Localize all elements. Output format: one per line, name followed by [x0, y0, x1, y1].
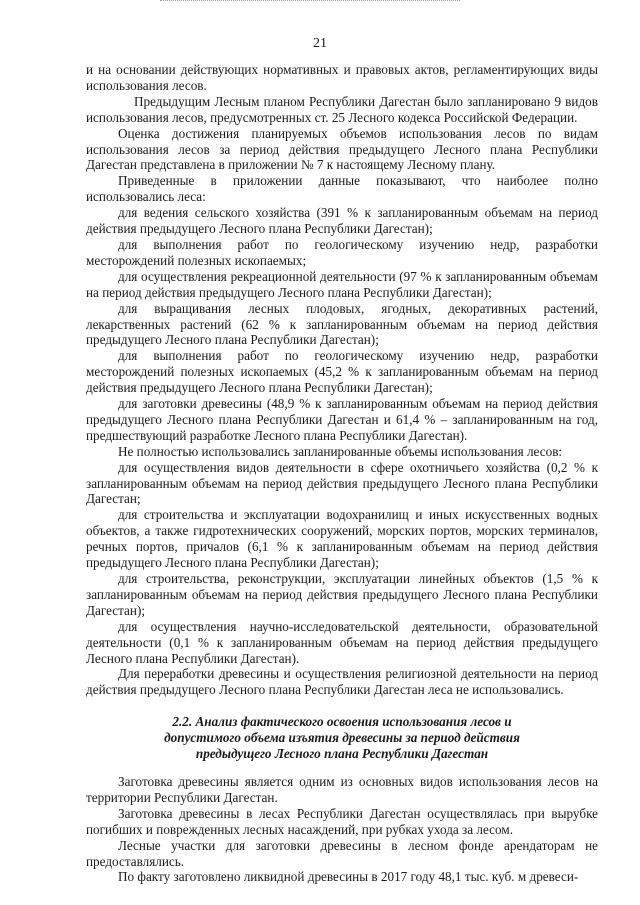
paragraph: Для переработки древесины и осуществления религиозной деятельности на период действия предыдущего Лесного плана Республики Дагестан леса не использовались.	[86, 666, 598, 698]
list-item: для осуществления рекреационной деятельности (97 % к запланированным объемам на период действия предыдущего Лесного плана Республики Дагестан);	[86, 268, 598, 300]
list-item: для строительства и эксплуатации водохранилищ и иных искусственных водных объектов, а также гидротехнических сооружений, морских портов, морских терминалов, речных портов, причалов (6,1 % к запланированным объемам на период действия предыдущего Лесного плана Республики Дагестан);	[86, 507, 598, 571]
paragraph: и на основании действующих нормативных и правовых актов, регламентирующих виды использования лесов.	[86, 62, 598, 93]
list-item: для выполнения работ по геологическому изучению недр, разработки месторождений полезных ископаемых (45,2 % к запланированным объемам на период действия предыдущего Лесного плана Республики Дагестан);	[86, 348, 598, 396]
paragraph: Заготовка древесины в лесах Республики Дагестан осуществлялась при вырубке погибших и поврежденных лесных насаждений, при рубках ухода за лесом.	[86, 805, 598, 837]
list-item: для строительства, реконструкции, эксплуатации линейных объектов (1,5 % к запланированным объемам на период действия предыдущего Лесного плана Республики Дагестан);	[86, 571, 598, 618]
paragraph: Приведенные в приложении данные показывают, что наиболее полно использовались леса:	[86, 173, 598, 205]
section-heading-line: предыдущего Лесного плана Республики Дагестан	[195, 746, 489, 762]
section-heading-line: допустимого объема изъятия древесины за период действия	[164, 730, 520, 746]
paragraph: Не полностью использовались запланированные объемы использования лесов:	[118, 443, 563, 459]
list-item: для осуществления видов деятельности в сфере охотничьего хозяйства (0,2 % к запланированным объемам на период действия предыдущего Лесного плана Республики Дагестан;	[86, 459, 598, 507]
section-heading	[86, 714, 598, 762]
page-number: 21	[313, 36, 327, 51]
document-body	[86, 62, 598, 885]
paragraph: Лесные участки для заготовки древесины в лесном фонде арендаторам не предоставлялись.	[86, 837, 598, 869]
list-item: для выращивания лесных плодовых, ягодных, декоративных растений, лекарственных растений (62 % к запланированным объемам на период действия предыдущего Лесного плана Республики Дагестан);	[86, 300, 598, 348]
paragraph: Оценка достижения планируемых объемов использования лесов по видам использования лесов за период действия предыдущего Лесного плана Республики Дагестан представлена в приложении № 7 к настоящему Лесному плану.	[86, 125, 598, 173]
list-item: для осуществления научно-исследовательской деятельности, образовательной деятельности (0,1 % к запланированным объемам на период действия предыдущего Лесного плана Республики Дагестан).	[86, 618, 598, 666]
paragraph: Предыдущим Лесным планом Республики Дагестан было запланировано 9 видов использования лесов, предусмотренных ст. 25 Лесного кодекса Российской Федерации.	[86, 93, 598, 125]
list-item: для ведения сельского хозяйства (391 % к запланированным объемам на период действия предыдущего Лесного плана Республики Дагестан);	[86, 205, 598, 237]
list-item: для выполнения работ по геологическому изучению недр, разработки месторождений полезных ископаемых;	[86, 236, 598, 268]
section-heading-line: 2.2. Анализ фактического освоения использования лесов и	[172, 714, 512, 730]
list-item: для заготовки древесины (48,9 % к запланированным объемам на период действия предыдущего Лесного плана Республики Дагестан и 61,4 % – запланированным на год, предшествующий разработке Лесного плана Республики Дагестан).	[86, 396, 598, 443]
paragraph: По факту заготовлено ликвидной древесины в 2017 году 48,1 тыс. куб. м древеси-	[118, 869, 579, 885]
paragraph: Заготовка древесины является одним из основных видов использования лесов на территории Республики Дагестан.	[86, 773, 598, 805]
scan-edge-mark	[160, 0, 460, 3]
